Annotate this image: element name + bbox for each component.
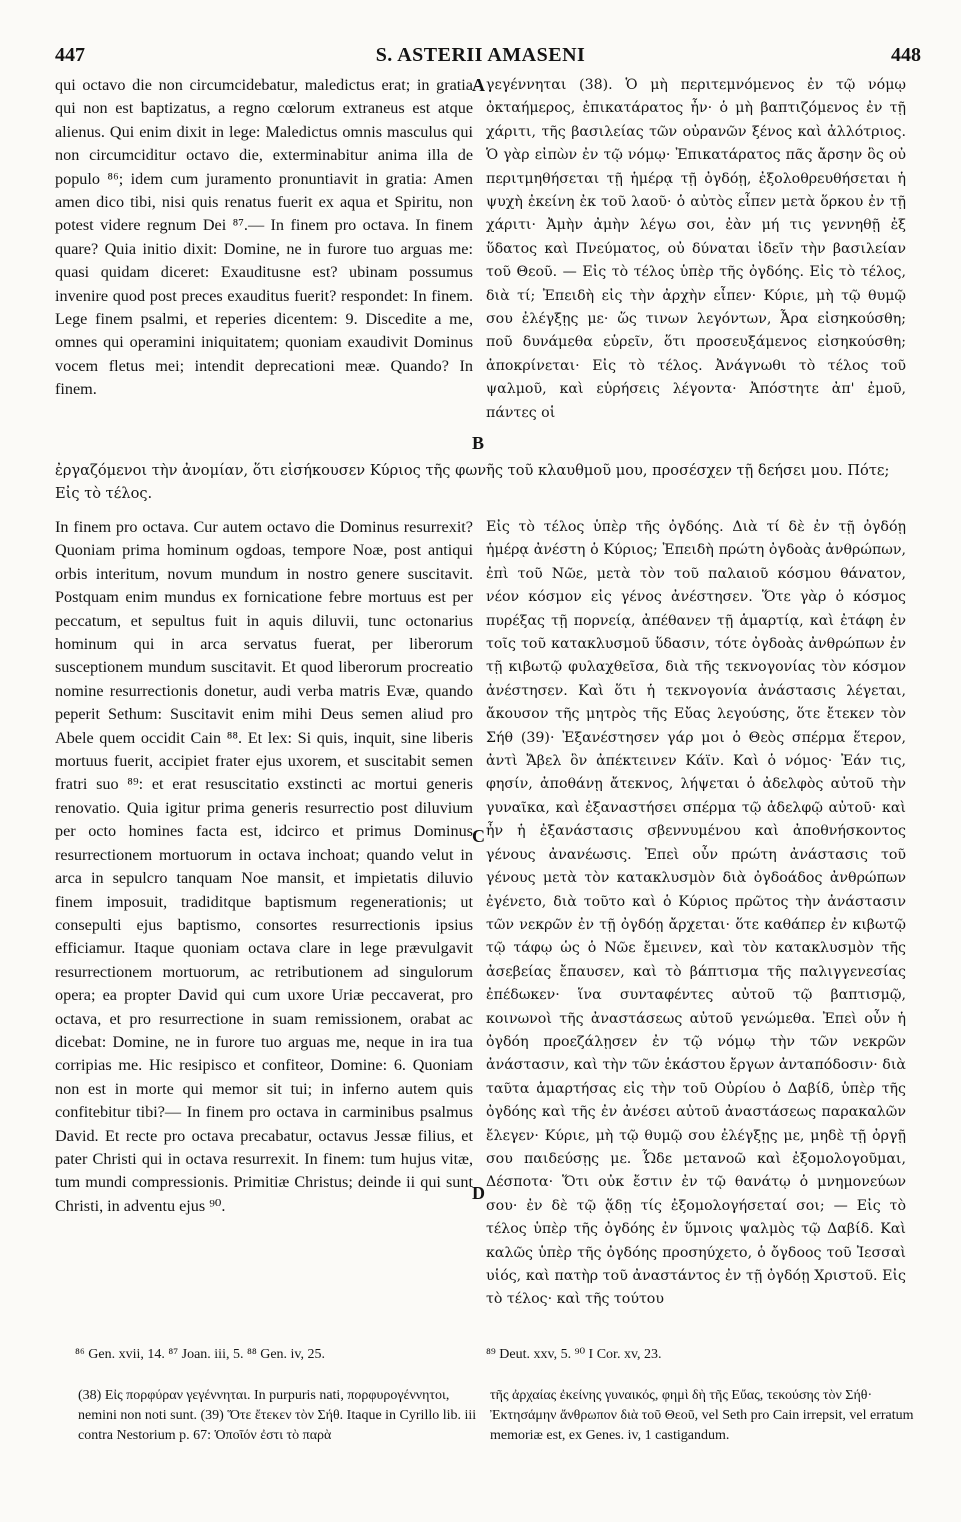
margin-marker-d: D	[472, 1183, 485, 1203]
margin-marker-b: B	[472, 433, 485, 453]
margin-marker-a: A	[472, 75, 485, 95]
editor-notes-left	[78, 1386, 488, 1446]
greek-paragraph-main: Εἰς τὸ τέλος ὑπὲρ τῆς ὀγδόης. Διὰ τί δὲ ἐν τῇ ὀγδόῃ ἡμέρᾳ ἀνέστη ὁ Κύριος; Ἐπειδὴ πρώτη ὀγδοὰς ἀνθρώπων, ἐπὶ τοῦ Νῶε, μετὰ τὸν τοῦ παλαιοῦ κόσμου θάνατον, νέον κόσμον εἰς γένος ἀνέστησεν. Ὅτε γὰρ ὁ κόσμος πυρέξας τῇ πορνείᾳ, ἀπέθανεν τῇ ἁμαρτίᾳ, καὶ ἐτάφη ἐν τοῖς τοῦ κατακλυσμοῦ ὕδασιν, τότε ὀγδοὰς ἀνθρώπων ἐν τῇ κιβωτῷ φυλαχθεῖσα, διὰ τῆς τεκνογονίας τὸν κόσμον ἀνέστησεν. Καὶ ὅτι ἡ τεκνογονία ἀνάστασις λέγεται, ἄκουσον τῆς μητρὸς τῆς Εὔας λεγούσης, ὅτε ἔτεκεν τὸν Σήθ (39)· Ἐξανέστησεν γάρ μοι ὁ Θεὸς σπέρμα ἕτερον, ἀντὶ Ἄβελ ὃν ἀπέκτεινεν Κάϊν. Καὶ ὁ νόμος· Ἐάν τις, φησίν, ἀποθάνῃ ἄτεκνος, λήψεται ὁ ἀδελφὸς αὐτοῦ τὴν γυναῖκα, καὶ ἐξαναστήσει σπέρμα τῷ ἀδελφῷ αὐτοῦ· καὶ ἦν ἡ ἐξανάστασις σβεννυμένου καὶ ἀποθνήσκοντος γένους ἀνανέωσις. Ἐπεὶ οὖν πρώτη ἀνάστασις τοῦ γένους μετὰ τὸν κατακλυσμὸν διὰ ὀγδοάδος ἀνθρώπων ἐγένετο, διὰ τοῦτο καὶ ὁ Κύριος πρῶτος τὴν ἀνάστασιν τῶν νεκρῶν ἐν τῇ ὀγδόῃ ἄρχεται· ὅτε καθάπερ ἐν κιβωτῷ τῷ τάφῳ ὡς ὁ Νῶε ἔμεινεν, καὶ τὸν κατακλυσμὸν τῆς ἀσεβείας ἔπαυσεν, καὶ τὸ βάπτισμα τῆς παλιγγενεσίας ἐπέδωκεν· ἵνα συνταφέντες αὐτοῦ τῷ βαπτισμῷ, κοινωνοὶ τῆς ἀναστάσεως αὐτοῦ γενώμεθα. Ἐπεὶ οὖν ἡ ὀγδόη προεζάλῃσεν ἐν τῷ νόμῳ τὴν τῶν νεκρῶν ἀνάστασιν, καὶ τὴν τῶν ἑκάστου ἔργων ἀνταπόδοσιν· διὰ ταῦτα ἁμαρτήσας εἰς τὴν τοῦ Οὐρίου ὁ Δαβίδ, ὑπὲρ τῆς ὀγδόης καὶ τῆς ἐν ἀνέσει αὐτοῦ ἀναστάσεως παρακαλῶν ἔλεγεν· Κύριε, μὴ τῷ θυμῷ σου ἐλέγξῃς με, μηδὲ τῇ ὀργῇ σου παιδεύσῃς με. Ὧδε μετανοῶ καὶ ἐξομολογοῦμαι, Δέσποτα· Ὅτι οὐκ ἔστιν ἐν τῷ θανάτῳ ὁ μνημονεύων σου· ἐν δὲ τῷ ᾅδῃ τίς ἐξομολογήσεταί σοι; — Εἰς τὸ τέλος ὑπὲρ τῆς ὀγδόης ἐν ὕμνοις ψαλμὸς τῷ Δαβίδ. Καὶ καλῶς ὑπὲρ τῆς ὀγδόης προσηύχετο, ὁ ὄγδοος τοῦ Ἰεσσαὶ υἱός, καὶ πατὴρ τοῦ ἀναστάντος ἐν τῇ ὀγδόῃ Χριστοῦ. Εἰς τὸ τέλος· καὶ τῆς τούτου	[486, 519, 906, 1308]
editor-notes-right	[490, 1386, 920, 1446]
running-title: S. ASTERII AMASENI	[375, 44, 586, 66]
greek-spanning-line: ἐργαζόμενοι τὴν ἀνομίαν, ὅτι εἰσήκουσεν Κύριος τῆς φωνῆς τοῦ κλαυθμοῦ μου, προσέσχεν τῇ δεήσει μου. Πότε; Εἰς τὸ τέλος.	[55, 462, 890, 503]
latin-column-top	[55, 74, 473, 402]
greek-paragraph-top: γεγέννηται (38). Ὁ μὴ περιτεμνόμενος ἐν τῷ νόμῳ ὀκταήμερος, ἐπικατάρατος ἦν· ὁ μὴ βαπτιζόμενος ἐν τῇ χάριτι, τῆς βασιλείας τῶν οὐρανῶν ξένος καὶ ἀλλότριος. Ὁ γὰρ εἰπὼν ἐν τῷ νόμῳ· Ἐπικατάρατος πᾶς ἄρσην ὃς οὐ περιτμηθήσεται τῇ ἡμέρᾳ τῇ ὀγδόῃ, ἐξολοθρευθήσεται ἡ ψυχὴ ἐκείνη ἐκ τοῦ λαοῦ· ὁ αὐτὸς εἶπεν μετὰ ὅρκου ἐν τῇ χάριτι· Ἀμὴν ἀμὴν λέγω σοι, ἐὰν μή τις γεννηθῇ ἐξ ὕδατος καὶ Πνεύματος, οὐ δύναται ἰδεῖν τὴν βασιλείαν τοῦ Θεοῦ. — Εἰς τὸ τέλος ὑπὲρ τῆς ὀγδόης. Εἰς τὸ τέλος, διὰ τί; Ἐπειδὴ εἰς τὴν ἀρχὴν εἶπεν· Κύριε, μὴ τῷ θυμῷ σου ἐλέγξῃς με· ὥς τινων λεγόντων, Ἆρα εἰσηκούσθη; ποῦ δυνάμεθα εὑρεῖν, ὅτι προσευξάμενος εἰσηκούσθη; ἀποκρίνεται· Εἰς τὸ τέλος. Ἀνάγνωθι τὸ τέλος τοῦ ψαλμοῦ, καὶ εὑρήσεις λέγοντα· Ἀπόστητε ἀπ' ἐμοῦ, πάντες οἱ	[486, 77, 906, 421]
page-number-right: 448	[891, 44, 921, 66]
editor-note-text-left: (38) Εἰς πορφύραν γεγέννηται. In purpuris nati, πορφυρογέννητοι, nemini non noti sunt. (39) Ὅτε ἔτεκεν τὸν Σήθ. Itaque in Cyrillo lib. iii contra Nestorium p. 67: Ὁποῖόν ἐστι τὸ παρὰ	[78, 1388, 477, 1443]
editor-note-text-right: τῆς ἀρχαίας ἐκείνης γυναικός, φημὶ δὴ τῆς Εὔας, τεκούσης τὸν Σήθ· Ἐκτησάμην ἄνθρωπον διὰ τοῦ Θεοῦ, vel Seth pro Cain irrepsit, vel erratum memoriæ est, ex Genes. iv, 1 castigandum.	[490, 1388, 914, 1443]
running-header	[0, 44, 961, 74]
greek-column-top	[486, 74, 906, 425]
page-number-left: 447	[55, 44, 85, 66]
latin-column-main	[55, 516, 473, 1218]
scripture-footnotes-right: ⁸⁹ Deut. xxv, 5. ⁹⁰ I Cor. xv, 23.	[486, 1347, 662, 1362]
latin-paragraph-top: qui octavo die non circumcidebatur, maledictus erat; in gratia qui non est baptizatus, a regno cœlorum extraneus est atque alienus. Qui enim dixit in lege: Maledictus omnis masculus qui non circumciditur octavo die, exterminabitur anima illa de populo ⁸⁶; idem cum juramento pronuntiavit in gratia: Amen amen dico tibi, nisi quis renatus fuerit ex aqua et Spiritu, non potest videre regnum Dei ⁸⁷.— In finem pro octava. In finem quare? Quia initio dixit: Domine, ne in furore tuo arguas me: quasi quidam diceret: Exauditusne est? ubinam possumus invenire quod post preces exauditus fuerit? respondet: In finem. Lege finem psalmi, et reperies dicentem: 9. Discedite a me, omnes qui operamini iniquitatem; quoniam exaudivit Dominus vocem fletus mei; intendit deprecationi meæ. Quando? In finem.	[55, 76, 473, 399]
latin-paragraph-main: In finem pro octava. Cur autem octavo die Dominus resurrexit? Quoniam prima hominum ogdoas, tempore Noæ, post antiqui orbis interitum, novum mundum in nostro genere suscitavit. Postquam enim mundus ex fornicatione febre mortuus est per peccatum, et sepultus fuit in aquis diluvii, tunc octonarius hominum qui in arca servatus fuerat, per liberorum susceptionem mundum suscitavit. Et quod liberorum procreatio nomine resurrectionis donetur, audi verba matris Evæ, quando peperit Sethum: Suscitavit enim mihi Deus semen aliud pro Abele quem occidit Cain ⁸⁸. Et lex: Si quis, inquit, sine liberis mortuus fuerit, accipiet frater ejus uxorem, et suscitabit semen fratri suo ⁸⁹: et erat resuscitatio exstincti ac mortui generis renovatio. Quia igitur prima generis resurrectio post diluvium per octo homines facta est, idcirco et primus Dominus resurrectionem mortuorum in octava inchoat; quando velut in arca in sepulcro tanquam Noe mansit, et impietatis diluvio finem imposuit, tradiditque baptismum regenerationis; ut consepulti ejus baptismo, consortes resurrectionis ipsius efficiamur. Itaque quoniam octava clare in lege prævulgavit resurrectionem mortuorum, ac retributionem ad singulorum opera; ea propter David qui cum uxore Uriæ peccaverat, pro octava, et pro resurrectione in suam remissionem, orabat ac dicebat: Domine, ne in furore tuo arguas me, neque in ira tua corripias me. Hic resipisco et confiteor, Domine: 6. Quoniam non est in morte qui memor sit tui; in inferno autem quis confitebitur tibi?— In finem pro octava in carminibus psalmus David. Et recte pro octava precabatur, octavus Jessæ filius, et pater Christi qui in octava resurrexit. In finem: tum hujus vitæ, tum mundi compressionis. Primitiæ Christus; deinde ii qui sunt Christi, in adventu ejus ⁹⁰.	[55, 518, 473, 1215]
margin-marker-c: C	[472, 826, 485, 846]
scripture-footnotes-left: ⁸⁶ Gen. xvii, 14. ⁸⁷ Joan. iii, 5. ⁸⁸ Gen. iv, 25.	[75, 1347, 326, 1362]
greek-column-main	[486, 516, 906, 1312]
